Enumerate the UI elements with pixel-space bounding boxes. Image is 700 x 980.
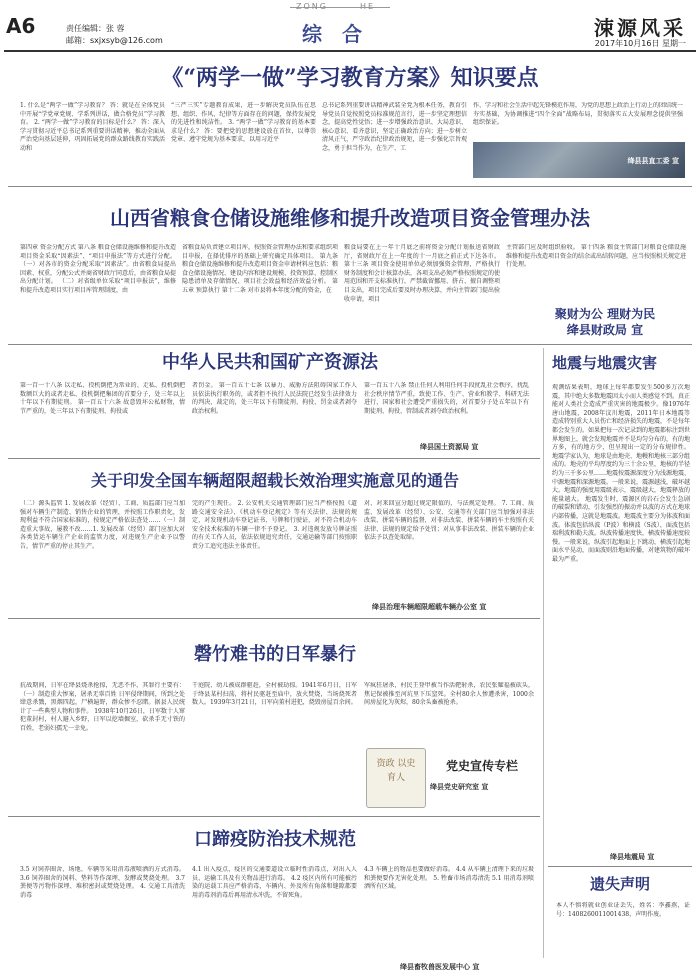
- article4-col3: 对、对来回宣分超过规定限值的，与法规定处理。 7. 工商、质监、发展改革（经贸）、公安、交通等有关部门应当加强对非法改装、拼装车辆的监督，对非法改装、拼装车辆的车主按照有关法律、法规的规定给予处罚；对从事非法改装、拼装车辆的企业依法予以查处取缔。: [364, 500, 534, 542]
- article3-col2: 者罚金。 第一百五十七条 以暴力、威胁方法阻碍国家工作人员依法执行职务的，或者拒不执行人民法院已经发生法律效力的判决、裁定的，处三年以下有期徒刑、拘役、罚金或者剥夺政治权利。: [192, 382, 357, 415]
- article4-sign: 绛县治理车辆超限超载车辆办公室 宣: [372, 603, 487, 611]
- article5-col3: 军疯狂屠杀，村民王登甲被当作活靶射杀，农民张耀福被砍头，焦记保被推至河坑里下压窒死。全村80余人惨遭杀害，1000余间房屋化为灰烬，80余头畜被抢杀。: [364, 682, 534, 707]
- article1-col3: 总书记系列重要讲话精神武装全党为根本任务，教育引导党员自觉按照党员标准规范言行，进一步坚定理想信念，提高党性觉悟；进一步增强政治意识、大局意识、核心意识、看齐意识，坚定正确政治方向；进一步树立清风正气，严守政治纪律政治规矩，进一步强化宗旨观念，勇于担当作为，在生产、工: [322, 102, 467, 152]
- article1-sign: 绛县县直工委 宣: [627, 157, 679, 165]
- article4-col1: （二）源头监管 1. 发展改革（经贸）、工商、质监部门应当加强对车辆生产制造、销售企业的管理，并按照工作职责化，发现利益不符合国家标准的，按规定严格依法查处……（一）制造重大事故，屡教不改……1. 发展改革（经贸）部门应加大对各类货运车辆生产企业的监管力度，对违规生产企业予以警告，情节严重的停止其生产。: [20, 500, 185, 550]
- notice-title: 遗失声明: [589, 875, 650, 893]
- section-pinyin-2: HE: [360, 2, 376, 11]
- article2-col2: 省粮食局负责建立项目库，按照资金管理办法和要求组织项目申报，在择优排序的基础上研究确定具体项目。 第九条 粮食仓储设施维修和提升改造项目资金申请材料应包括：粮食仓储设施情况、建设内容和建设规模、投资预算、控制区隐患清单及存储情况、项目社会效益和经济效益分析。 第五章 预算执行 第十二条 对市县将本年度分配的资金，在: [182, 244, 338, 294]
- issue-date: 2017年10月16日 星期一: [594, 39, 686, 48]
- article2-ad-slogan: 聚财为公 理财为民: [554, 307, 656, 321]
- article3-col3: 第一百五十八条 禁止任何人利用任何手段扰乱社会秩序，扰乱社会秩序情节严重，致使工作、生产、营业和教学、科研无法进行，国家和社会遭受严重损失的，对首要分子处五年以下有期徒刑、拘役、管制或者剥夺政治权利。: [364, 382, 529, 415]
- article2-col1: 第四章 资金分配方式 第八条 粮食仓储设施维修和提升改造项目资金采取“因素法”、“项目申报法”等方式进行分配。 （一）对各市的资金分配采取“因素法”。由省粮食局提出因素、权重，分配公式并商省财政厅同意后，由省粮食局提出分配计划。 （二）对省级单位采取“项目申报法”，维修和提升改造项目实行项目库管理制度，由: [20, 244, 176, 294]
- article1-col2: “三严三实”专题教育成果，进一步解决党员队伍在思想、组织、作风、纪律等方面存在的问题，保持发展党的先进性和纯洁性。 3. “两学一做”学习教育的基本要求是什么？ 答：要把党的思想建设放在首位，以尊崇党章、遵守党规为基本要求，以用习近平: [171, 102, 316, 144]
- article4-title: 关于印发全国车辆超限超载长效治理实施意见的通告: [90, 471, 459, 490]
- separator: [8, 458, 540, 459]
- article3-sign: 绛县国土资源局 宣: [420, 443, 479, 451]
- quake-text: 观测结果表明，地球上每年都要发生500多万次地震，其中绝大多数地震因太小而人类感觉不到。真正能对人类社会造成严重灾害的地震极少。像1976年唐山地震，2008年汶川地震，2011年日本地震等造成特别重大人员伤亡和经济损失的地震，不是每年都会发生的。如果把每一次记录到的地震都标注到世界地图上，就会发现地震并不是均匀分布的，有的地方多，有的地方少，但呈现出一定的分布规律性。 地震学家认为，地球是由地壳、地幔和地核三部分组成的。地壳的平均厚度约为三十余公里，地核的半径约为三千多公里……地震按震源深度分为浅源地震、中源地震和深源地震。一般来说，震源越浅，破坏越大。地震的强度用震级表示，震级越大，地震释放的能量越大。 地震发生时，震源区的岩石会发生急剧的破裂和错动，引发强烈的振动并以波的方式在地球内部传播，这就是地震波。地震波主要分为体波和面波。体波包括纵波（P波）和横波（S波），面波包括瑞利波和勒夫波。纵波传播速度快，横波传播速度较慢。一般来说，纵波引起地面上下跳动，横波引起地面水平晃动，而面波则沿地面传播，对建筑物的破坏最为严重。: [552, 384, 690, 563]
- article2-title: 山西省粮食仓储设施维修和提升改造项目资金管理办法: [110, 206, 590, 230]
- article1-banner-photo: [473, 142, 685, 178]
- separator: [548, 866, 692, 867]
- separator: [8, 618, 540, 619]
- column-divider: [543, 348, 544, 958]
- article4-col2: 完的产生现任。 2. 公安机关交通管理部门应当严格按照《道路交通安全法》、《机动车登记规定》等有关法律、法规的规定，对发现机动车登记证书、号牌和行驶证，对不符合机动车安全技术标准的车辆一律不予登记。 3. 对违规发放号牌证照的有关工作人员，依法依规追究责任，交通运输等部门按照职责分工追究违法主体责任。: [192, 500, 357, 550]
- quake-sign: 绛县地震局 宣: [610, 853, 655, 861]
- separator: [8, 816, 540, 817]
- article1-title: 《“两学一做”学习教育方案》知识要点: [161, 65, 539, 91]
- article6-col3: 4.3 车辆上的物品也要做好消毒。 4.4 从车辆上清理下来的垃圾和粪便要作无害化处理。 5. 牲畜市场消毒清洗 5.1 用消毒剂喷洒所有区域。: [364, 866, 534, 891]
- article2-col3: 粮食局要在上一年十月底之前将资金分配计划报送省财政厅，省财政厅在上一年度的十一月底之前正式下达各市。 第十三条 项目资金使用单位必须加强资金管理，严格执行财务制度和会计核算办法，各项支出必须严格按照规定的使用范围和开支标准执行，严禁截留挪用、挤占、擅自调整项目支出，项目完成后要及时办理决算，并向主管部门提出验收申请，项目: [344, 244, 500, 303]
- logo-text: 资政 以史 育人: [376, 759, 416, 783]
- newspaper-brand: 涑源风采: [594, 16, 686, 40]
- quake-title: 地震与地震灾害: [552, 354, 658, 372]
- article5-col1: 抗战期间，日军在绛县烧杀抢掠，无恶不作，其罪行主要有： （一）制造重大惨案，屠杀无辜百姓 日军侵绛期间，所到之处肆意杀戮，黑烟四起，尸横遍野，群众惨不忍睹。据县人民统计了一些典型人物和事件。 1938年10月26日，日军数十人窜犯董封村，村人避入乡野，日军以挖墙掘室，砍杀手无寸铁的百姓，老弱妇孺无一幸免。: [20, 682, 185, 732]
- section-pinyin-1: ZONG: [296, 2, 328, 11]
- page-number: A6: [6, 14, 36, 38]
- article3-col1: 第一百一十八条 以走私、投机倒把为常业的、走私、投机倒把数额巨大的或者走私、投机倒把集团的首要分子，处三年以上十年以下有期徒刑。 第一百五十六条 故意毁坏公私财物，情节严重的，处三年以下有期徒刑、拘役或: [20, 382, 185, 415]
- editor-info: [66, 23, 163, 47]
- editor-name: 责任编辑：张 蓉: [66, 24, 125, 33]
- page-header: [0, 0, 700, 50]
- notice-text: 本人不慎将就业创业证丢失，姓名：李鑫燕，证号：1408260011001438，声明作废。: [556, 902, 690, 918]
- article3-title: 中华人民共和国矿产资源法: [162, 352, 378, 373]
- article6-sign: 绛县畜牧兽医发展中心 宣: [400, 963, 480, 971]
- separator: [8, 344, 692, 345]
- party-history-logo: [366, 748, 426, 808]
- article1-col1: 1. 什么是“两学一做”学习教育？ 答：就是在全体党员中开展“学党章党规、学系列讲话，做合格党员”学习教育。 2. “两学一做”学习教育的目标是什么？ 答：深入学习贯彻习近平总书记系列重要讲话精神，推动全面从严治党向基层延伸，巩固拓展党的群众路线教育实践活动和: [20, 102, 165, 152]
- editor-email[interactable]: 邮箱：sxjxsyb@126.com: [66, 36, 163, 45]
- article5-title: 磬竹难书的日军暴行: [194, 644, 356, 665]
- article5-ad-sign: 绛县党史研究室 宣: [430, 783, 489, 791]
- header-divider: [4, 50, 696, 52]
- article2-ad-sign: 绛县财政局 宣: [566, 323, 644, 337]
- article2-ad: [530, 306, 680, 340]
- article6-col1: 3.5 对饲养圈舍、场地、车辆等采用消毒液喷洒的方式消毒。 3.6 饲养圈舍的饲料、垫料等作深埋、发酵或焚烧处理。 3.7 粪便等污物作深埋、堆积密封或焚烧处理。 4. 交通工具清洗消毒: [20, 866, 185, 899]
- separator: [8, 186, 692, 187]
- article5-ad-title: 党史宣传专栏: [445, 759, 518, 773]
- article2-col4: 主管部门应及时组织验收。 第十四条 粮食主管部门对粮食仓储设施维修和提升改造项目资金的结余或出结转问题，应当按照相关规定进行处理。: [506, 244, 686, 269]
- section-title: 综合: [302, 22, 382, 46]
- article6-title: 口蹄疫防治技术规范: [194, 829, 356, 850]
- article6-col2: 4.1 出入疫点、疫区的交通要道设立临时性消毒点，对出入人员、运输工具及有关物品进行消毒。 4.2 疫区内所有可能被污染的运载工具应严格消毒，车辆内、外及所有角落和缝隙都要用消毒剂消毒后再用清水冲洗，不留死角。: [192, 866, 357, 899]
- article1-col4: 作、学习和社会生活中起先锋模范作用，为党的思想上政治上行动上的团结统一夯实基础，为协调推进“四个全面”战略布局，贯彻落实五大发展理念提供坚强组织保证。: [473, 102, 683, 127]
- article5-col2: 干庭院、幼儿被成群驱赶，全村被劫掠。1941年6月日，日军于绛县某村扫荡，将村民驱赶至庙中，放火焚烧，当场烧死者数人。1939年3月21日，日军向董村进犯，烧毁房屋百余间。: [192, 682, 357, 707]
